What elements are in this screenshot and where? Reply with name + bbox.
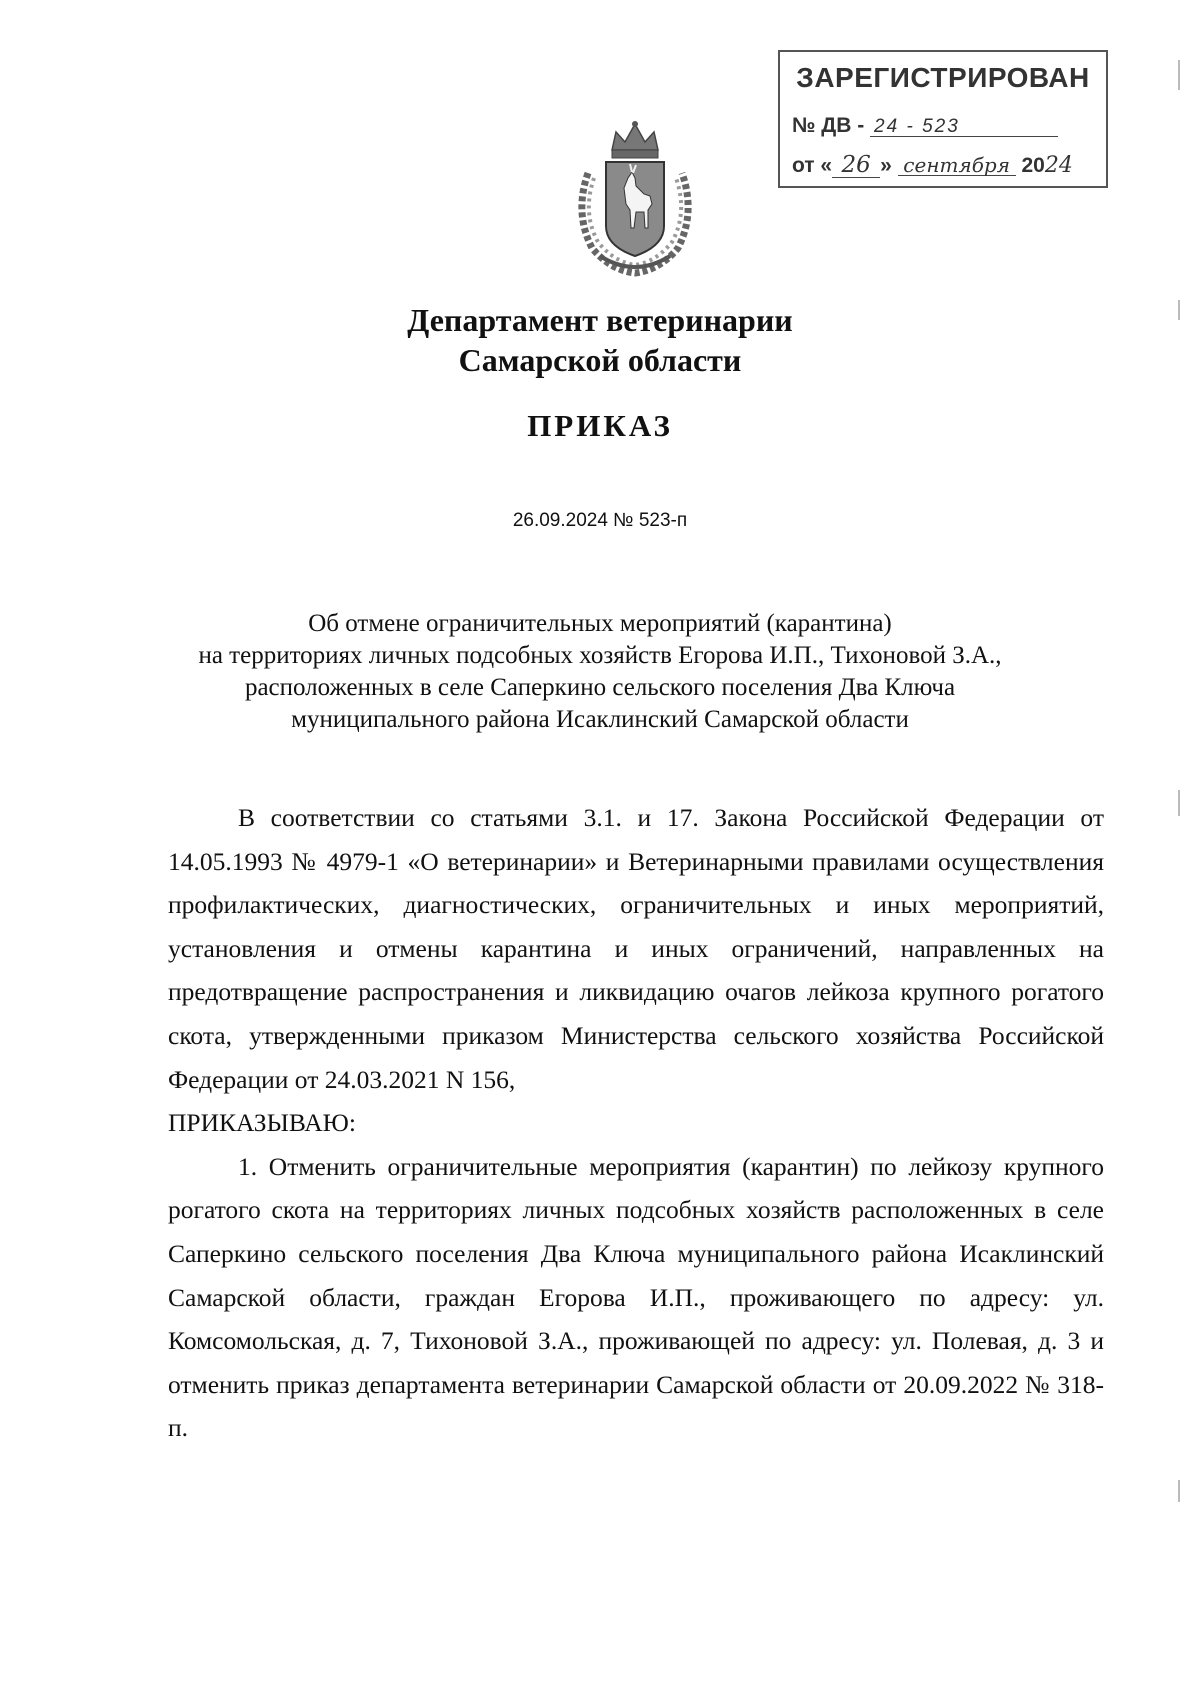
stamp-date-year-printed: 20	[1021, 154, 1045, 177]
document-type-title: ПРИКАЗ	[527, 408, 673, 443]
department-name	[0, 300, 1200, 380]
stamp-date-day: 26	[832, 154, 880, 178]
subject-line-1: Об отмене ограничительных мероприятий (карантина)	[308, 610, 892, 637]
subject-line-2: на территориях личных подсобных хозяйств Егорова И.П., Тихоновой З.А.,	[198, 642, 1002, 669]
stamp-date-mid: »	[880, 154, 892, 177]
stamp-number-handwritten: 24 - 523	[870, 117, 1058, 137]
order-word: ПРИКАЗЫВАЮ:	[168, 1108, 356, 1138]
samara-coat-of-arms-icon	[570, 118, 700, 278]
scan-artifact	[1178, 1480, 1180, 1502]
registration-stamp	[778, 50, 1108, 188]
order-item-1: 1. Отменить ограничительные мероприятия (карантин) по лейкозу крупного рогатого скота на территориях личных подсобных хозяйств расположенных в селе Саперкино сельского поселения Два Ключа муниципального района Исаклинский Самарской области, граждан Егорова И.П., проживающего по адресу: ул. Комсомольская, д. 7, Тихоновой З.А., проживающей по адресу: ул. Полевая, д. 3 и отменить приказ департамента ветеринарии Самарской области от 20.09.2022 № 318-п.	[168, 1151, 1104, 1443]
document-subject	[0, 608, 1200, 736]
stamp-date-year-handwritten: 24	[1044, 153, 1073, 178]
stamp-date-row	[792, 154, 1073, 178]
stamp-date-month: сентября	[898, 155, 1016, 176]
scan-artifact	[1178, 60, 1180, 90]
stamp-number-row	[792, 114, 1058, 138]
department-line-2: Самарской области	[458, 342, 742, 378]
stamp-date-prefix: от «	[792, 154, 833, 177]
department-line-1: Департамент ветеринарии	[407, 302, 793, 338]
stamp-title: ЗАРЕГИСТРИРОВАН	[796, 62, 1090, 93]
subject-line-3: расположенных в селе Саперкино сельского поселения Два Ключа	[244, 674, 956, 701]
document-date-number: 26.09.2024 № 523-п	[512, 510, 688, 531]
document-body	[168, 796, 1104, 1450]
stamp-number-prefix: № ДВ -	[792, 114, 865, 137]
scan-artifact	[1178, 790, 1180, 816]
scan-artifact	[1178, 300, 1180, 320]
subject-line-4: муниципального района Исаклинский Самарской области	[291, 706, 909, 733]
preamble-paragraph: В соответствии со статьями 3.1. и 17. Закона Российской Федерации от 14.05.1993 № 4979-1 «О ветеринарии» и Ветеринарными правилами осуществления профилактических, диагностических, ограничительных и иных мероприятий, установления и отмены карантина и иных ограничений, направленных на предотвращение распространения и ликвидацию очагов лейкоза крупного рогатого скота, утвержденными приказом Министерства сельского хозяйства Российской Федерации от 24.03.2021 N 156,	[168, 803, 1104, 1094]
